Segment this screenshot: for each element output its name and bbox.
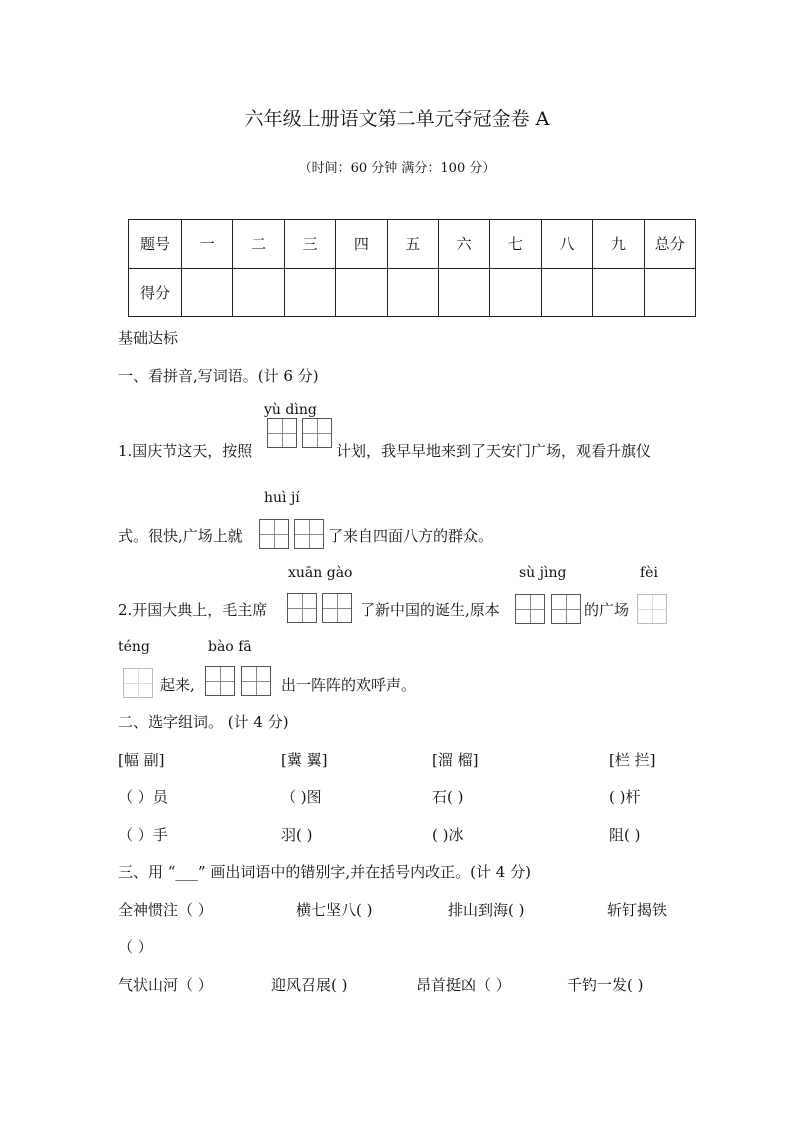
pinyin-baofa: bào fā	[208, 639, 252, 655]
q2-group: [溜 榴]	[432, 751, 479, 769]
answer-box[interactable]	[259, 519, 289, 549]
score-cell[interactable]	[490, 268, 541, 317]
q2-item[interactable]: 石( )	[432, 788, 464, 806]
q1-line4-text: 出一阵阵的欢呼声。	[281, 676, 417, 694]
q1-line3-text: 2.开国大典上，毛主席	[118, 601, 268, 619]
score-header-cell: 二	[233, 220, 284, 269]
page-title: 六年级上册语文第二单元夺冠金卷 A	[244, 108, 550, 130]
score-table-score-row	[129, 268, 696, 317]
q1-line3-text: 的广场	[584, 601, 630, 619]
q2-item[interactable]: 阻( )	[609, 826, 641, 844]
section-basic-heading: 基础达标	[118, 329, 179, 347]
q2-item[interactable]: 羽( )	[281, 826, 313, 844]
score-cell[interactable]	[438, 268, 489, 317]
q1-line1-text: 计划，我早早地来到了天安门广场，观看升旗仪	[336, 442, 652, 460]
score-cell[interactable]	[182, 268, 233, 317]
score-header-cell: 总分	[644, 220, 695, 269]
answer-box[interactable]	[551, 594, 581, 624]
score-table-header-row	[129, 220, 696, 269]
score-cell[interactable]	[541, 268, 592, 317]
q2-item[interactable]: （ )图	[281, 788, 322, 806]
score-header-cell: 七	[490, 220, 541, 269]
answer-box[interactable]	[322, 593, 352, 623]
q1-line1-text: 1.国庆节这天，按照	[118, 442, 253, 460]
q2-item[interactable]: （ ）手	[118, 826, 168, 844]
q3-heading: 三、用 “___” 画出词语中的错别字,并在括号内改正。(计 4 分)	[118, 863, 531, 881]
q3-item[interactable]: 全神惯注（ ）	[118, 901, 213, 919]
score-header-cell: 六	[438, 220, 489, 269]
q1-line2-text: 式。很快,广场上就	[118, 527, 243, 545]
score-header-cell: 四	[336, 220, 387, 269]
score-header-cell: 题号	[129, 220, 182, 269]
score-cell[interactable]	[644, 268, 695, 317]
answer-box[interactable]	[241, 666, 271, 696]
pinyin-yuding: yù dìng	[264, 402, 317, 418]
answer-box[interactable]	[515, 594, 545, 624]
q3-item[interactable]: 横七坚八( )	[296, 901, 373, 919]
pinyin-teng: téng	[118, 639, 150, 655]
q3-item[interactable]: 气状山河（ ）	[118, 976, 213, 994]
score-cell[interactable]	[593, 268, 644, 317]
pinyin-huiji: huì jí	[264, 490, 300, 506]
score-header-cell: 一	[182, 220, 233, 269]
q1-line3-text: 了新中国的诞生,原本	[360, 601, 500, 619]
score-header-cell: 九	[593, 220, 644, 269]
score-header-cell: 八	[541, 220, 592, 269]
pinyin-sujing: sù jìng	[519, 565, 567, 581]
pinyin-fei: fèi	[640, 565, 658, 581]
pinyin-xuangao: xuān gào	[288, 565, 353, 581]
answer-box[interactable]	[205, 666, 235, 696]
q1-line2-text: 了来自四面八方的群众。	[328, 527, 494, 545]
q1-heading: 一、看拼音,写词语。(计 6 分)	[118, 367, 319, 385]
answer-box[interactable]	[637, 594, 667, 624]
score-header-cell: 三	[284, 220, 335, 269]
page-subtitle: （时间：60 分钟 满分：100 分）	[298, 161, 496, 176]
q2-group: [幅 副]	[118, 751, 165, 769]
answer-box[interactable]	[294, 519, 324, 549]
answer-box[interactable]	[302, 418, 332, 448]
q3-item[interactable]: 斩钉揭铁	[607, 901, 668, 919]
score-cell[interactable]	[284, 268, 335, 317]
score-cell[interactable]	[336, 268, 387, 317]
answer-box[interactable]	[267, 418, 297, 448]
q2-group: [栏 拦]	[609, 751, 656, 769]
q2-item[interactable]: ( )杆	[609, 788, 641, 806]
q2-group: [冀 翼]	[281, 751, 328, 769]
q2-heading: 二、选字组词。 (计 4 分)	[118, 713, 289, 731]
q2-item[interactable]: ( )冰	[432, 826, 464, 844]
q1-line4-text: 起来,	[160, 676, 195, 694]
q3-item[interactable]: 迎风召展( )	[271, 976, 348, 994]
q3-item[interactable]: 排山到海( )	[448, 901, 525, 919]
score-cell[interactable]	[387, 268, 438, 317]
answer-box[interactable]	[123, 668, 153, 698]
score-row-label: 得分	[129, 268, 182, 317]
score-table	[128, 219, 696, 317]
q3-item-cont[interactable]: （ ）	[118, 938, 153, 956]
q3-item[interactable]: 千钓一发( )	[567, 976, 644, 994]
q3-item[interactable]: 昂首挺凶（ ）	[416, 976, 511, 994]
score-header-cell: 五	[387, 220, 438, 269]
answer-box[interactable]	[287, 593, 317, 623]
q2-item[interactable]: （ ）员	[118, 788, 168, 806]
score-cell[interactable]	[233, 268, 284, 317]
